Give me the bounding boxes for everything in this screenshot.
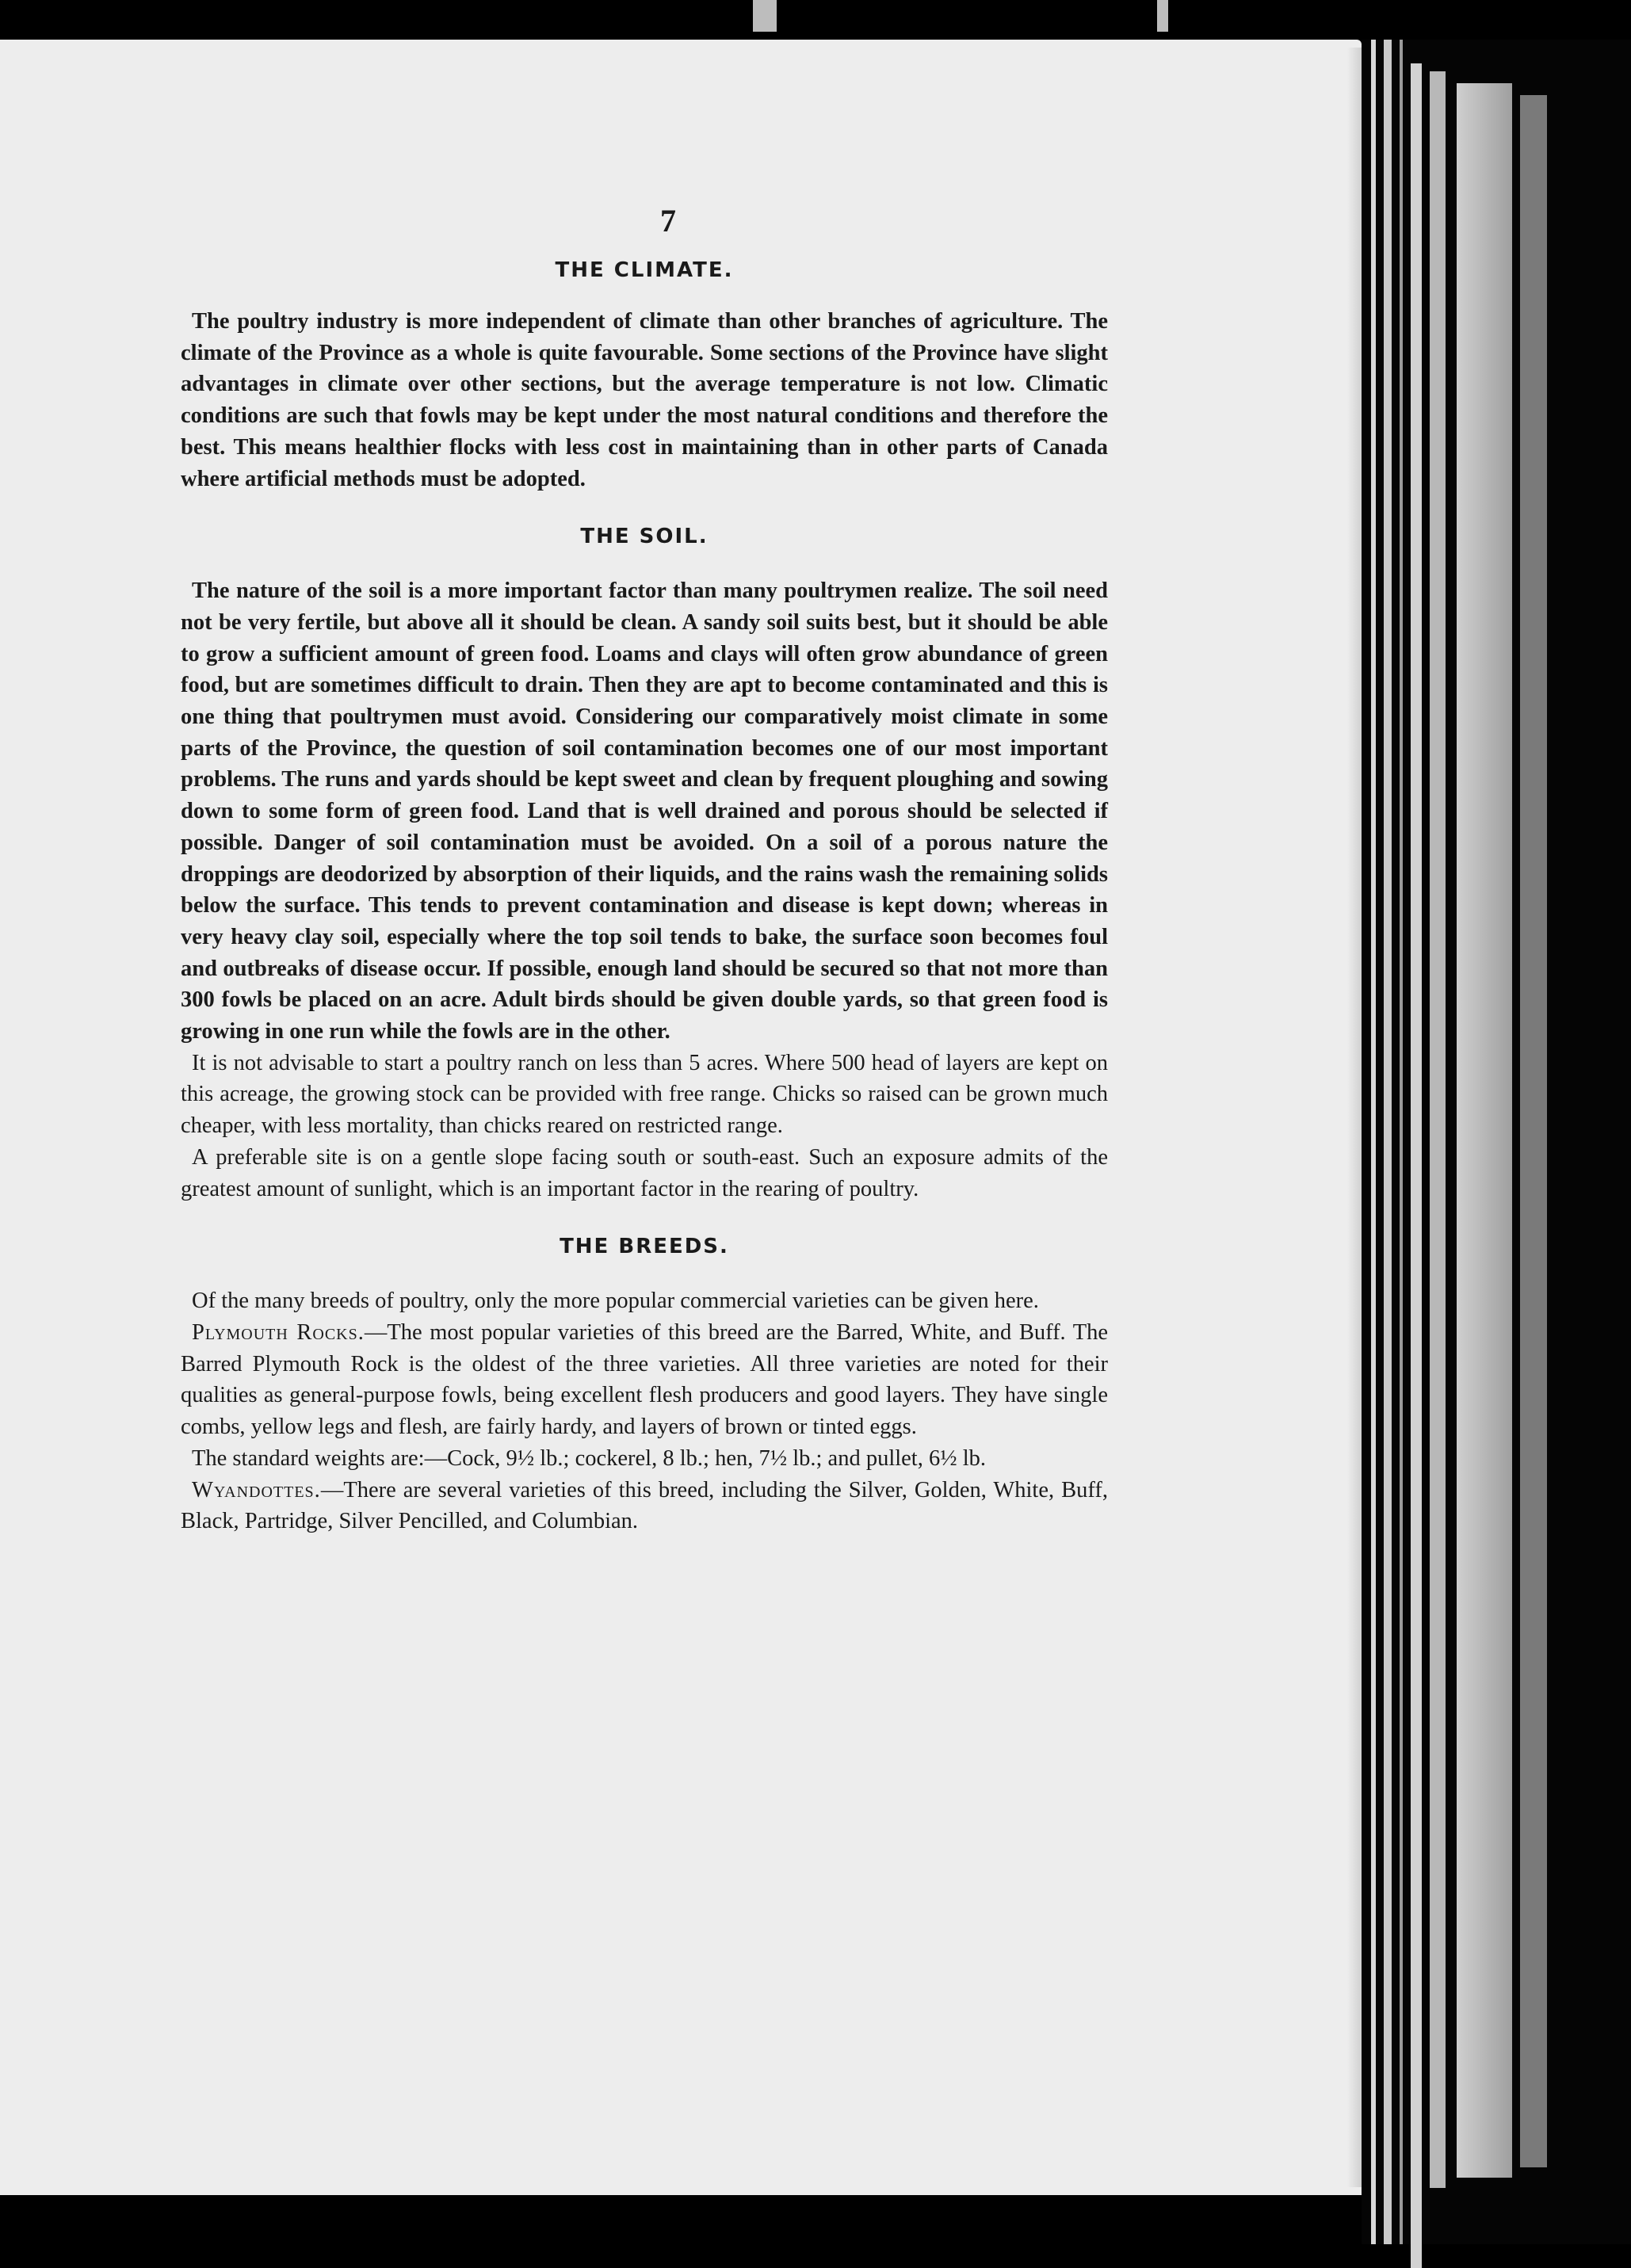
page-content (181, 202, 1108, 1537)
breed-text-plymouth-rocks: —The most popular varieties of this breed are the Barred, White, and Buff. The Barred Plymouth Rock is the oldest of the three varieties. All three varieties are noted for their qualities as general-purpose fowls, being excellent flesh producers and good layers. They have single combs, yellow legs and flesh, are fairly hardy, and layers of brown or tinted eggs. (181, 1319, 1109, 1440)
paragraph-soil-1: The nature of the soil is a more important factor than many poultrymen realize. The soil need not be very fertile, but above all it should be clean. A sandy soil suits best, but it should be able to grow a sufficient amount of green food. Loams and clays will often grow abundance of green food, but are sometimes difficult to drain. Then they are apt to become contaminated and this is one thing that poultrymen must avoid. Considering our comparatively moist climate in some parts of the Province, the question of soil contamination becomes one of our most important problems. The runs and yards should be kept sweet and clean by frequent ploughing and sowing down to some form of green food. Land that is well drained and porous should be selected if possible. Danger of soil contamination must be avoided. On a soil of a porous nature the droppings are deodorized by absorption of their liquids, and the rains wash the remaining solids below the surface. This tends to prevent contamination and disease is kept down; whereas in very heavy clay soil, especially where the top soil tends to bake, the surface soon becomes foul and outbreaks of disease occur. If possible, enough land should be secured so that not more than 300 fowls be placed on an acre. Adult birds should be given double yards, so that green food is growing in one run while the fowls are in the other. (181, 578, 1108, 1044)
paragraph-breeds-intro: Of the many breeds of poultry, only the more popular commercial varieties can be given here. (192, 1289, 1039, 1314)
page-edge (1384, 40, 1392, 2244)
page-edge (1430, 71, 1446, 2188)
book-page-edges (1362, 40, 1631, 2244)
breed-title-wyandottes: Wyandottes. (192, 1477, 321, 1502)
breed-text-wyandottes: —There are several varieties of this breed, including the Silver, Golden, White, Buff, Black, Partridge, Silver Pencilled, and Columbian. (181, 1477, 1108, 1534)
paragraph-soil-2: It is not advisable to start a poultry ranch on less than 5 acres. Where 500 head of layers are kept on this acreage, the growing stock can be provided with free range. Chicks so raised can be grown much cheaper, with less mortality, than chicks reared on restricted range. (181, 1050, 1108, 1139)
paragraph-wyandottes (181, 1475, 1108, 1537)
paragraph-plymouth-rocks (181, 1317, 1108, 1443)
page-number: 7 (660, 203, 676, 239)
paragraph-standard-weights: The standard weights are:—Cock, 9½ lb.; cockerel, 8 lb.; hen, 7½ lb.; and pullet, 6½ lb. (192, 1445, 987, 1471)
heading-soil: THE SOIL. (580, 525, 709, 549)
page-edge (1457, 83, 1512, 2178)
page-edge (1400, 40, 1403, 2244)
paragraph-soil-3: A preferable site is on a gentle slope facing south or south-east. Such an exposure admits of the greatest amount of sunlight, which is an important factor in the rearing of poultry. (181, 1144, 1108, 1201)
scan-artifact (1157, 0, 1168, 32)
heading-climate: THE CLIMATE. (555, 258, 734, 282)
breed-title-plymouth-rocks: Plymouth Rocks. (192, 1319, 365, 1345)
page-edge (1411, 63, 1422, 2268)
page-edge (1371, 40, 1376, 2244)
paragraph-climate: The poultry industry is more independent of climate than other branches of agriculture. The climate of the Province as a whole is quite favourable. Some sections of the Province have slight advantages in climate over other sections, but the average temperature is not low. Climatic conditions are such that fowls may be kept under the most natural conditions and therefore the best. This means healthier flocks with less cost in maintaining than in other parts of Canada where artificial methods must be adopted. (181, 309, 1108, 491)
heading-breeds: THE BREEDS. (560, 1235, 729, 1259)
page-edge (1520, 95, 1547, 2167)
scan-artifact (753, 0, 777, 32)
